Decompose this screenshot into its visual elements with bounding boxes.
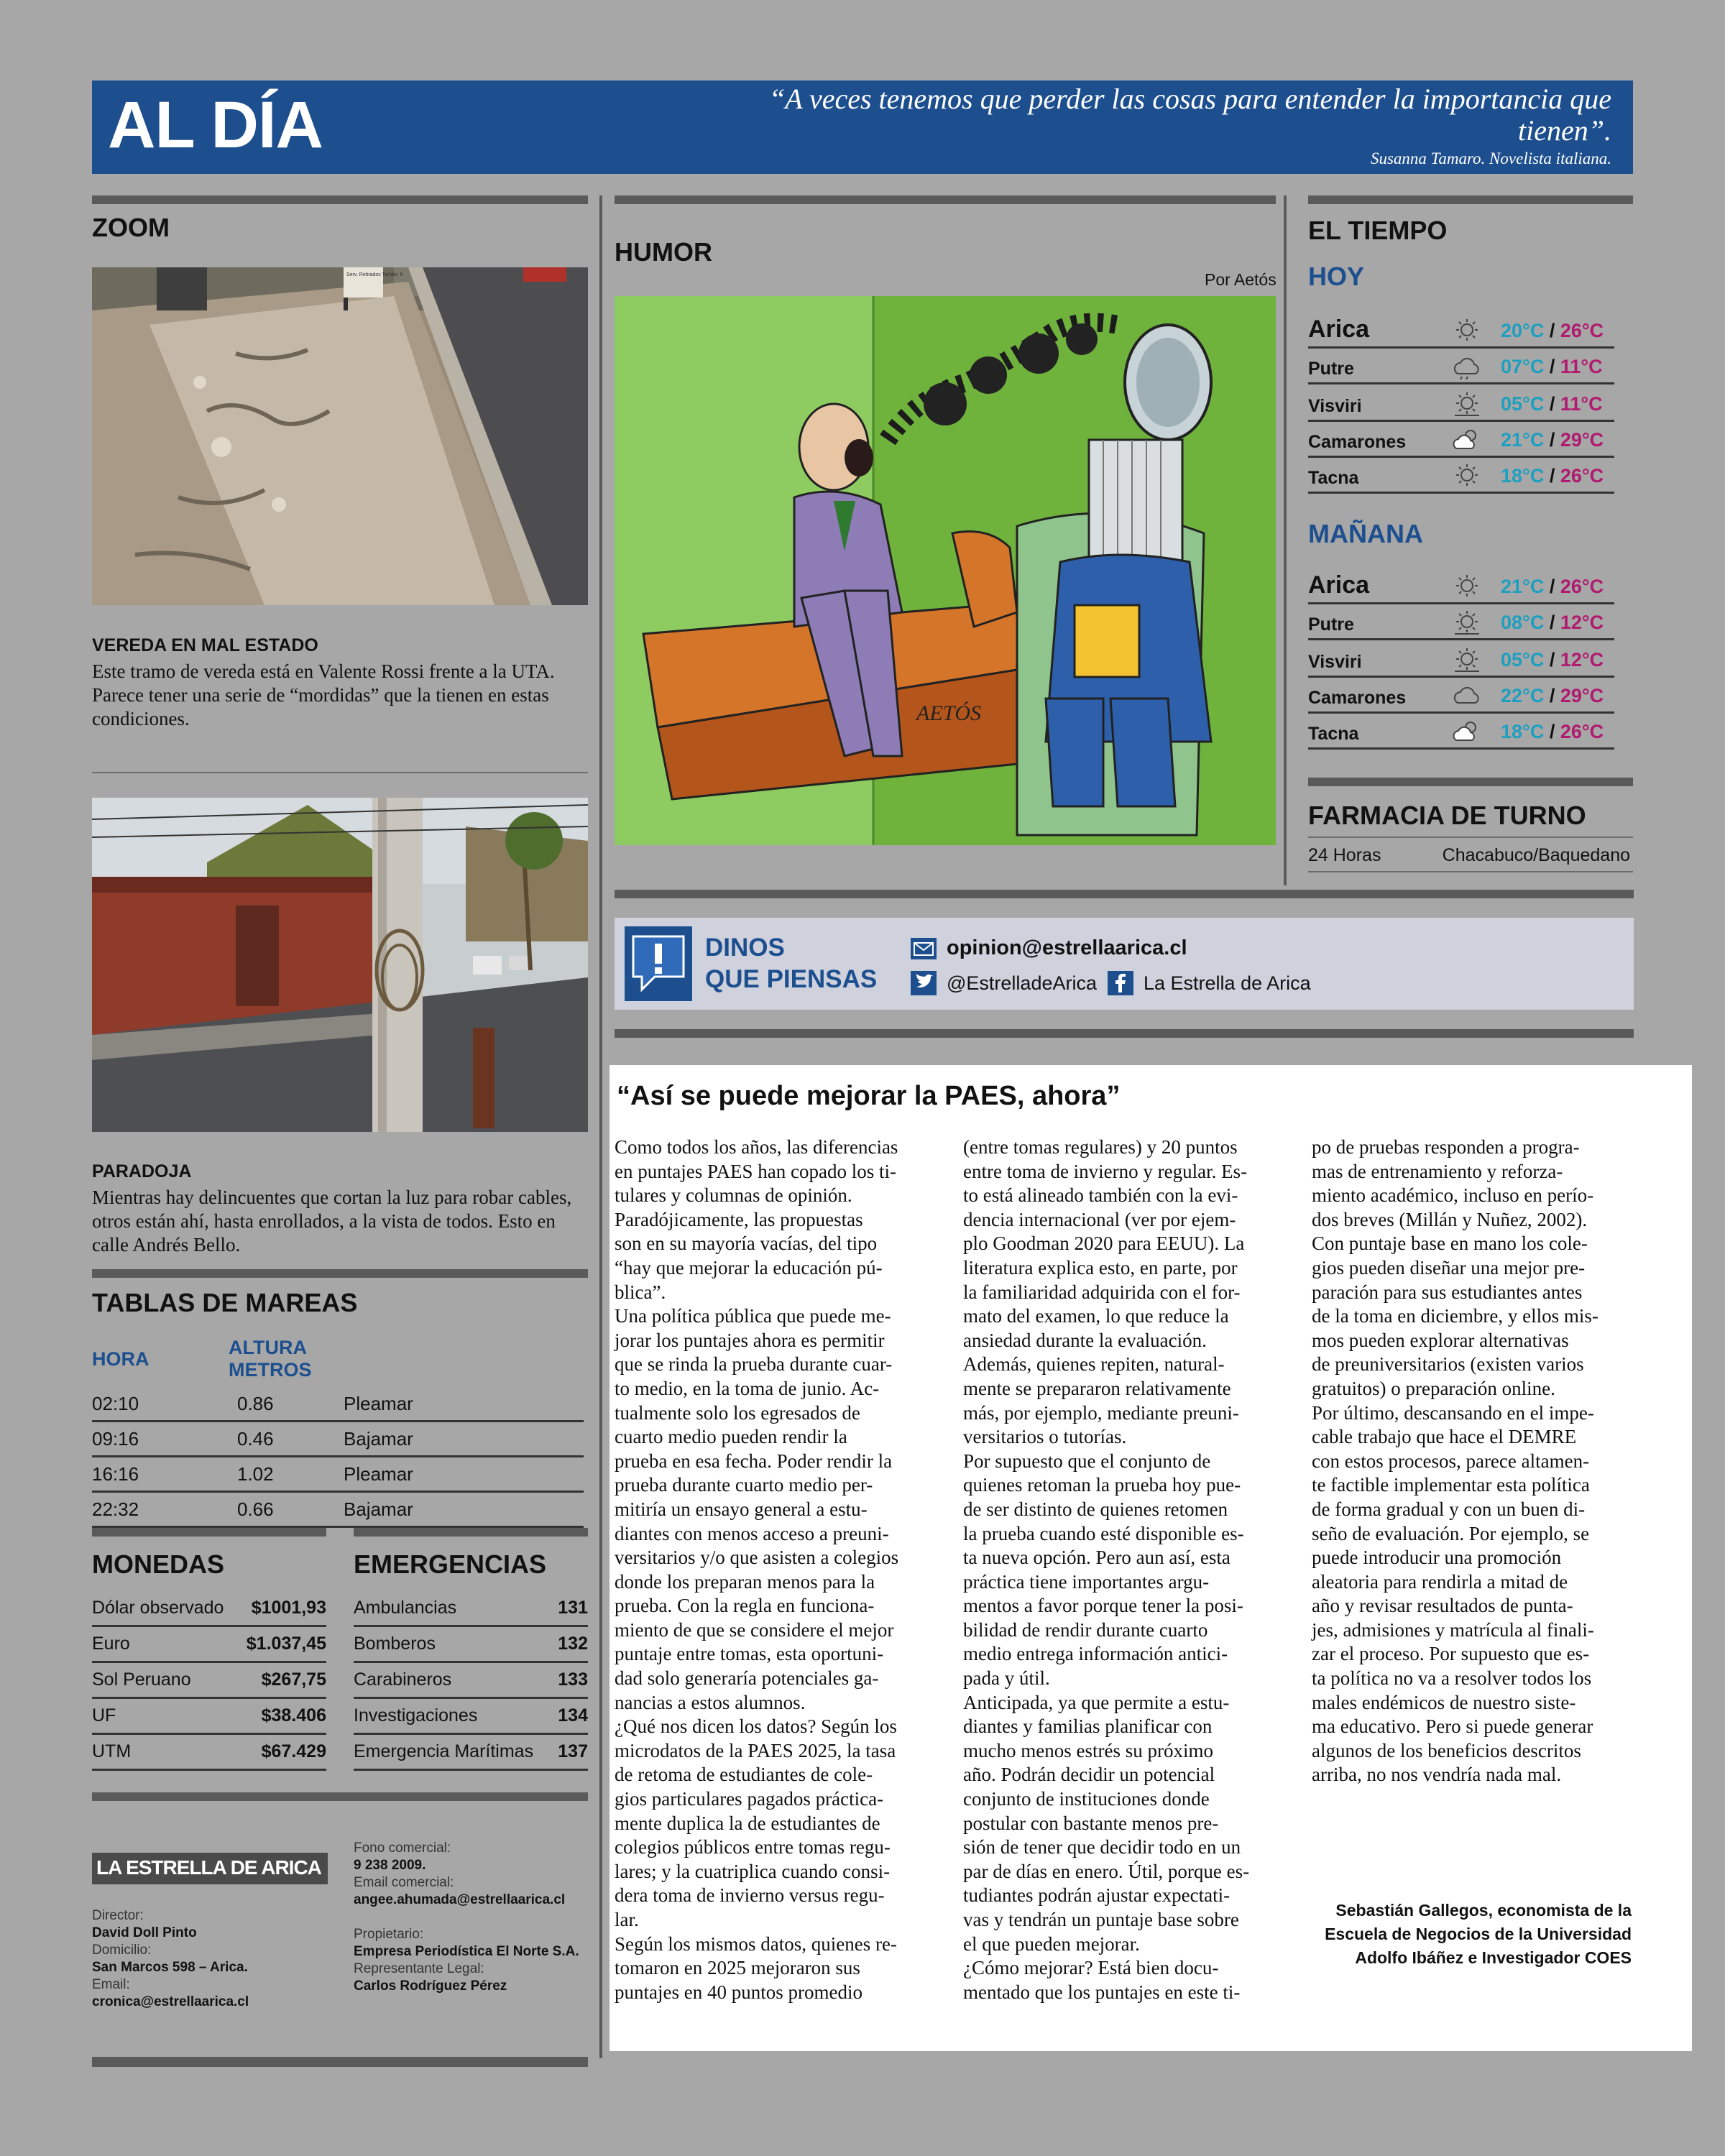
fono-label: Fono comercial: [354,1841,451,1856]
currency-value: $67.429 [238,1734,326,1770]
sun-icon [1450,316,1484,344]
temp-min: 18°C [1501,465,1545,487]
temp-max: 12°C [1560,649,1604,671]
domicilio-label: Domicilio: [92,1943,152,1958]
column-divider-left [599,195,602,2058]
weather-city: Putre [1308,614,1354,635]
weather-rule [1308,195,1633,204]
facebook-icon [1108,971,1133,995]
currency-value: $267,75 [238,1662,326,1698]
service-name: Ambulancias [354,1591,554,1626]
zoom-photo-sidewalk [92,267,588,605]
photo1-caption: Este tramo de vereda está en Valente Rossi frente a la UTA. Parece tener una serie de “mordidas” que la tienen en estas condiciones. [92,660,555,729]
cartoon-signature: AETÓS [916,701,981,725]
temp-separator: / [1544,393,1560,415]
tides-table [92,1337,584,1528]
temp-separator: / [1544,612,1560,633]
sun-haze-icon [1450,608,1484,635]
weather-row [1308,678,1614,714]
farmacia-title: FARMACIA DE TURNO [1308,801,1586,830]
opinion-article [610,1065,1692,2051]
sun-haze-icon [1450,645,1484,673]
weather-city: Visviri [1308,396,1362,416]
weather-city: Tacna [1308,724,1359,744]
section-title: AL DÍA [108,88,323,162]
weather-temps [1501,649,1604,671]
table-row [354,1626,588,1662]
contact-box [615,918,1634,1010]
colophon-rule [92,1792,588,1801]
cartoon-credit: Por Aetós [1205,270,1276,289]
temp-separator: / [1544,356,1560,377]
table-row [354,1591,588,1626]
twitter-icon [911,971,937,995]
opinion-email-link[interactable]: opinion@estrellaarica.cl [947,936,1187,959]
table-row [354,1734,588,1770]
monedas-rule [92,1528,326,1537]
weather-title: EL TIEMPO [1308,216,1448,245]
weather-row [1308,714,1614,750]
dinos-line1: DINOS [705,934,785,962]
temp-separator: / [1544,576,1560,597]
service-name: Bomberos [354,1626,554,1662]
tide-time: 16:16 [92,1457,229,1492]
table-row [92,1422,584,1457]
article-title: “Así se puede mejorar la PAES, ahora” [617,1081,1121,1111]
zoom-photo-cables [92,798,588,1132]
table-row [92,1662,326,1698]
weather-temps [1501,721,1604,743]
dinos-top-rule [615,890,1634,898]
domicilio: San Marcos 598 – Arica. [92,1960,248,1975]
weather-city: Camarones [1308,688,1407,708]
weather-temps [1501,356,1603,378]
temp-min: 05°C [1501,649,1545,671]
service-number: 137 [554,1734,588,1770]
logo-text: LA ESTRELLA DE ARICA [96,1856,321,1879]
temp-max: 26°C [1560,320,1604,341]
currency-name: Euro [92,1626,238,1662]
tide-type: Bajamar [344,1492,584,1527]
tide-type: Pleamar [344,1457,584,1492]
humor-title: HUMOR [615,237,712,267]
table-row [92,1457,584,1492]
temp-min: 22°C [1501,685,1545,706]
weather-temps [1501,429,1604,451]
rep-label: Representante Legal: [354,1961,484,1976]
propietario: Empresa Periodística El Norte S.A. [354,1944,579,1959]
tides-title: TABLAS DE MAREAS [92,1288,358,1317]
service-number: 134 [554,1698,588,1734]
weather-city: Arica [1308,315,1370,343]
temp-min: 18°C [1501,721,1545,742]
table-row [92,1387,584,1422]
weather-row [1308,605,1614,640]
temp-max: 26°C [1560,576,1604,597]
propietario-label: Propietario: [354,1927,424,1942]
humor-rule [615,195,1276,204]
weather-city: Arica [1308,571,1370,599]
fono: 9 238 2009. [354,1858,426,1873]
zoom-divider [92,772,588,773]
table-row [92,1626,326,1662]
cloud-icon [1450,681,1484,709]
farmacia-bottom [1308,871,1633,872]
facebook-link[interactable]: La Estrella de Arica [1144,972,1311,994]
dinos-line2: QUE PIENSAS [705,965,878,993]
temp-min: 05°C [1501,393,1545,415]
twitter-link[interactable]: @EstrelladeArica [947,972,1097,994]
email-comercial[interactable]: angee.ahumada@estrellaarica.cl [354,1892,566,1907]
weather-temps [1501,685,1604,707]
tide-type: Bajamar [344,1422,584,1457]
temp-min: 21°C [1501,576,1545,597]
table-row [92,1492,584,1527]
farmacia-rule [1308,778,1633,786]
currency-value: $1001,93 [238,1591,326,1626]
farmacia-hours: 24 Horas [1308,845,1381,865]
temp-max: 12°C [1560,612,1604,633]
monedas-title: MONEDAS [92,1549,225,1579]
temp-separator: / [1544,320,1560,341]
dinos-heading [705,932,877,995]
newspaper-logo [92,1853,328,1884]
weather-temps [1501,465,1604,487]
tide-height: 0.46 [229,1422,344,1457]
temp-max: 29°C [1560,685,1604,706]
farmacia-location: Chacabuco/Baquedano [1442,845,1630,865]
photo1-heading: VEREDA EN MAL ESTADO [92,635,318,655]
colophon-right [354,1840,579,1995]
tides-header-hora: HORA [92,1348,150,1370]
weather-city: Tacna [1308,468,1359,488]
tide-time: 22:32 [92,1492,229,1527]
tides-rule [92,1269,588,1278]
service-name: Investigaciones [354,1698,554,1734]
currency-value: $1.037,45 [238,1626,326,1662]
weather-today-label: HOY [1308,262,1365,291]
emergencias-rule [354,1528,588,1537]
cloud-rain-icon [1450,352,1484,379]
temp-separator: / [1544,465,1560,487]
article-byline: Sebastián Gallegos, economista de la Escuela de Negocios de la Universidad Adolfo Ibáñez e Investigador COES [1325,1901,1632,1967]
table-row [92,1698,326,1734]
weather-row [1308,387,1614,422]
currency-name: Sol Peruano [92,1662,238,1698]
weather-city: Camarones [1308,432,1407,452]
rep: Carlos Rodríguez Pérez [354,1978,507,1994]
bottom-rule [92,2057,588,2067]
tides-header-altura: ALTURA METROS [229,1337,312,1381]
service-number: 131 [554,1591,588,1626]
weather-temps [1501,576,1604,598]
table-row [354,1662,588,1698]
weather-city: Visviri [1308,652,1362,672]
temp-separator: / [1544,649,1560,671]
tides-header-type [344,1337,584,1387]
weather-row [1308,423,1614,458]
article-column-1: Como todos los años, las diferencias en puntajes PAES han copado los ti- tulares y columnas de opinión. Paradójicamente, las propuestas son en su mayoría vacías, del tipo “hay que mejorar la educación pú- blica”. Una política pública que puede me- jorar los puntajes ahora es permitir que se rinda la prueba durante cuar- to medio, en la toma de junio. Ac- tualmente solo los egresados de cuarto medio pueden rendir la prueba en esa fecha. Poder rendir la prueba durante cuarto medio per- mitiría un ensayo general a estu- diantes con menos acceso a preuni- versitarios y/o que asisten a colegios donde los preparan menos para la prueba. Con la regla en funciona- miento de que se considere el mejor puntaje entre tomas, esta oportuni- dad solo generaría potenciales ga- nancias a estos alumnos. ¿Qué nos dicen los datos? Según los microdatos de la PAES 2025, la tasa de retoma de estudiantes de cole- gios particulares pagados práctica- mente duplica la de estudiantes de colegios públicos entre tomas regu- lares; y la cuatriplica cuando consi- dera toma de invierno versus regu- lar. Según los mismos datos, quienes re- tomaron en 2025 mejoraron sus puntajes en 40 puntos promedio [615,1136,899,2003]
weather-row [1308,306,1614,349]
temp-max: 29°C [1560,429,1604,451]
temp-separator: / [1544,685,1560,706]
tide-height: 1.02 [229,1457,344,1492]
emergencias-table [354,1591,588,1771]
service-name: Emergencia Marítimas [354,1734,554,1770]
service-name: Carabineros [354,1662,554,1698]
weather-temps [1501,393,1603,415]
section-header [92,80,1633,174]
currency-value: $38.406 [238,1698,326,1734]
service-number: 133 [554,1662,588,1698]
partly-cloudy-icon [1450,425,1484,453]
mail-icon [911,938,937,959]
temp-min: 08°C [1501,612,1545,633]
currency-name: Dólar observado [92,1591,238,1626]
article-column-3: po de pruebas responden a progra- mas de entrenamiento y reforza- miento académico, incluso en perío- dos breves (Millán y Nuñez, 2002). Con puntaje base en mano los cole- gios pueden diseñar una mejor pre- paración para sus estudiantes antes de la toma en diciembre, y ellos mis- mos pueden explorar alternativas de preuniversitarios (existen varios gratuitos) o preparación online. Por último, descansando en el impe- cable trabajo que hace el DEMRE con estos procesos, parece altamen- te factible implementar esta política de forma gradual y con un buen di- seño de evaluación. Por ejemplo, se puede introducir una promoción aleatoria para rendirla a mitad de año y revisar resultados de punta- jes, admisiones y matrícula al finali- zar el proceso. Por supuesto que es- ta política no va a resolver todos los males endémicos de nuestro siste- ma educativo. Pero si puede generar algunos de los beneficios descritos arriba, no nos vendría nada mal. [1312,1136,1598,1786]
table-row [92,1591,326,1626]
sun-icon [1450,461,1484,489]
zoom-title: ZOOM [92,213,170,242]
weather-row [1308,562,1614,604]
emergencias-title: EMERGENCIAS [354,1549,547,1579]
temp-max: 11°C [1560,393,1603,415]
photo2-heading: PARADOJA [92,1161,192,1181]
header-quote: “A veces tenemos que perder las cosas para entender la importancia que tienen”. [768,83,1611,147]
director: David Doll Pinto [92,1925,197,1940]
tide-time: 09:16 [92,1422,229,1457]
email-comercial-label: Email comercial: [354,1875,454,1890]
quote-author: Susanna Tamaro. Novelista italiana. [1370,149,1611,167]
monedas-table [92,1591,326,1771]
email-label: Email: [92,1977,130,1992]
weather-row [1308,349,1614,384]
service-number: 132 [554,1626,588,1662]
editorial-email[interactable]: cronica@estrellaarica.cl [92,1994,249,2009]
tide-height: 0.86 [229,1387,344,1422]
weather-row [1308,459,1614,494]
street-sign-text: Serv. Retirados Tambo. It [346,272,403,277]
tide-height: 0.66 [229,1492,344,1527]
sun-icon [1450,572,1484,599]
currency-name: UF [92,1698,238,1734]
farmacia-divider [1308,837,1633,838]
temp-separator: / [1544,721,1560,742]
table-row [92,1734,326,1770]
weather-city: Putre [1308,359,1354,379]
weather-temps [1501,320,1604,342]
humor-cartoon [615,296,1276,845]
photo2-caption: Mientras hay delincuentes que cortan la luz para robar cables, otros están ahí, hasta enrollados, a la vista de todos. Esto en calle Andrés Bello. [92,1187,572,1256]
temp-separator: / [1544,429,1560,451]
tide-time: 02:10 [92,1387,229,1422]
column-divider-right [1284,195,1287,885]
partly-cloudy-icon [1450,717,1484,745]
temp-max: 26°C [1560,465,1604,487]
weather-row [1308,642,1614,678]
speech-bubble-icon [625,926,692,1001]
temp-min: 21°C [1501,429,1545,451]
weather-tomorrow-label: MAÑANA [1308,519,1423,548]
tide-type: Pleamar [344,1387,584,1422]
sun-haze-icon [1450,390,1484,417]
temp-min: 20°C [1501,320,1545,341]
zoom-rule [92,195,588,204]
temp-min: 07°C [1501,356,1545,377]
article-column-2: (entre tomas regulares) y 20 puntos entre toma de invierno y regular. Es- to está alineado también con la evi- dencia internacional (ver por ejem- plo Goodman 2020 para EEUU). La literatura explica esto, en parte, por la familiaridad adquirida con el for- mato del examen, lo que reduce la ansiedad durante la evaluación. Además, quienes repiten, natural- mente se prepararon relativamente más, por ejemplo, mediante preuni- versitarios o tutorías. Por supuesto que el conjunto de quienes retoman la prueba hoy pue- de ser distinto de quienes retomen la prueba cuando esté disponible es- ta nueva opción. Pero aun así, esta práctica tiene importantes argu- mentos a favor porque tener la posi- bilidad de rendir durante cuarto medio entrega información antici- pada y útil. Anticipada, ya que permite a estu- diantes y familias planificar con mucho menos estrés su próximo año. Podrán decidir un potencial conjunto de instituciones donde postular con bastante menos pre- sión de tener que decidir todo en un par de días en enero. Útil, porque es- tudiantes podrán ajustar expectati- vas y tendrán un puntaje base sobre el que pueden mejorar. ¿Cómo mejorar? Está bien docu- mentado que los puntajes en este ti- [963,1136,1250,2003]
temp-max: 26°C [1560,721,1604,742]
weather-temps [1501,612,1604,634]
director-label: Director: [92,1908,144,1923]
temp-max: 11°C [1560,356,1603,377]
colophon-left [92,1907,249,2011]
currency-name: UTM [92,1734,238,1770]
dinos-bottom-rule [615,1029,1634,1038]
table-row [354,1698,588,1734]
